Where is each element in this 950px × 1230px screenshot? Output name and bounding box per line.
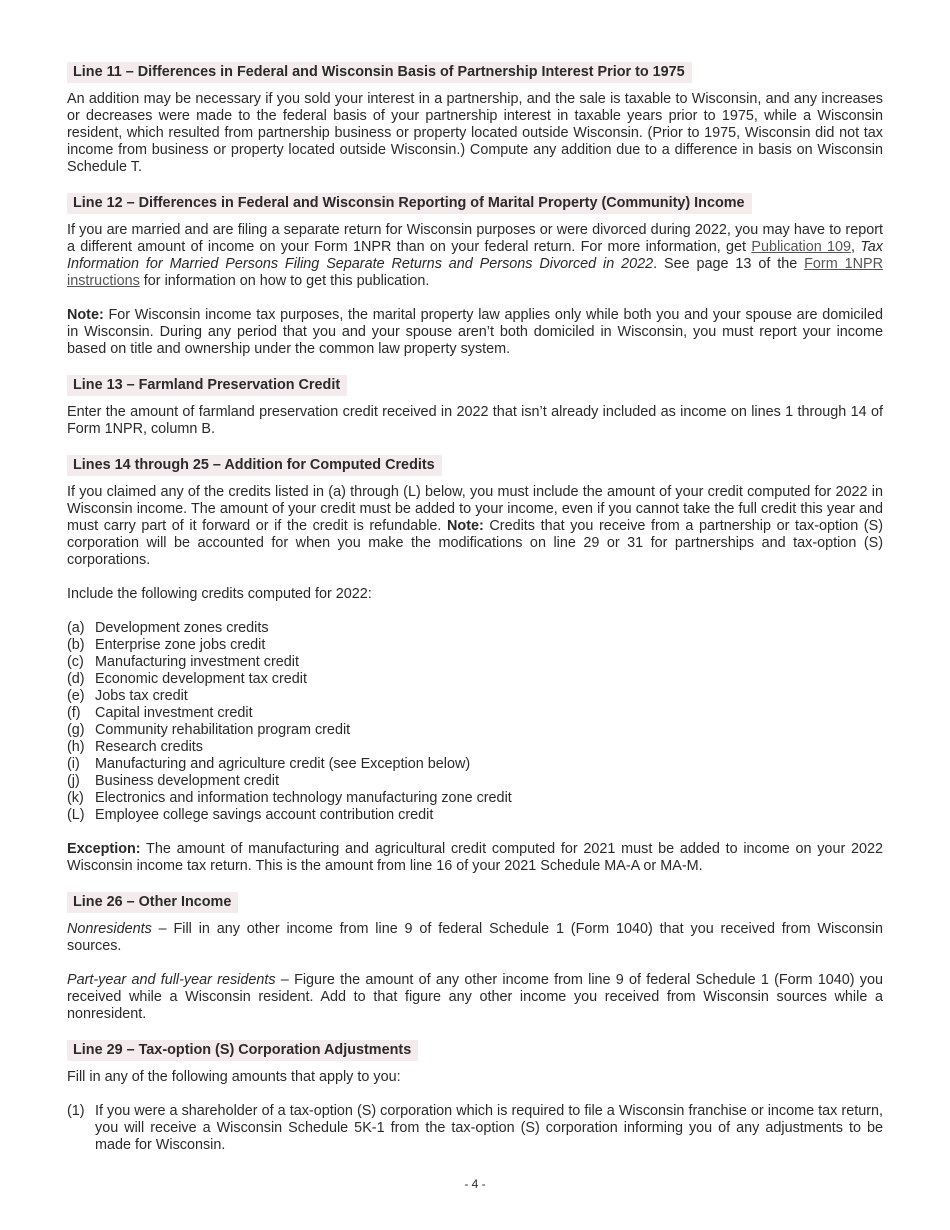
part-year-text: – Figure the amount of any other income from line 9 of federal Schedule 1 (Form 1040) you received while a Wisconsin resident. Add to that figure any other income you received from Wisconsin sources while a nonresident. <box>67 972 883 1022</box>
heading-line-12: Line 12 – Differences in Federal and Wisconsin Reporting of Marital Property (Community) Income <box>67 193 752 214</box>
lines-14-25-text <box>67 484 883 569</box>
heading-line-29: Line 29 – Tax-option (S) Corporation Adjustments <box>67 1040 418 1061</box>
lines-14-25-text-b: Credits that you receive from a partnership or tax-option (S) corporation will be accounted for when you make the modifications on line 29 or 31 for partnerships and tax-option (S) corporations. <box>67 518 883 568</box>
list-item-text: Employee college savings account contribution credit <box>95 807 434 823</box>
credits-list <box>67 620 883 824</box>
publication-109-link[interactable]: Publication 109 <box>751 239 852 255</box>
list-item-label: (b) <box>67 637 85 653</box>
part-year-paragraph <box>67 972 883 1023</box>
list-item-label: (e) <box>67 688 85 704</box>
nonresidents-label: Nonresidents <box>67 921 152 937</box>
line-12-text-b: , <box>851 239 861 255</box>
list-item <box>67 722 883 739</box>
list-item <box>67 739 883 756</box>
list-item <box>67 756 883 773</box>
lines-14-25-text-a: If you claimed any of the credits listed in (a) through (L) below, you must include the amount of your credit computed for 2022 in Wisconsin income. The amount of your credit must be added to your income, even if you cannot take the full credit this year and must carry part of it forward or if the credit is refundable. <box>67 484 883 534</box>
list-item-label: (j) <box>67 773 80 789</box>
list-item-label: (a) <box>67 620 85 636</box>
line-12-note <box>67 307 883 358</box>
note-label: Note: <box>67 307 104 323</box>
part-year-label: Part-year and full-year residents <box>67 972 276 988</box>
list-item-label: (h) <box>67 739 85 755</box>
list-item-label: (i) <box>67 756 80 772</box>
list-item-text: Electronics and information technology manufacturing zone credit <box>95 790 512 806</box>
line-12-text <box>67 222 883 290</box>
list-item-text: Jobs tax credit <box>95 688 188 704</box>
heading-line-26: Line 26 – Other Income <box>67 892 238 913</box>
line-29-intro: Fill in any of the following amounts that apply to you: <box>67 1069 401 1085</box>
list-item <box>67 773 883 790</box>
heading-line-11: Line 11 – Differences in Federal and Wisconsin Basis of Partnership Interest Prior to 1975 <box>67 62 692 83</box>
list-item-text: Economic development tax credit <box>95 671 307 687</box>
list-item-text: Enterprise zone jobs credit <box>95 637 266 653</box>
note-label: Note: <box>447 518 484 534</box>
list-item-text: Research credits <box>95 739 203 755</box>
line-11-text: An addition may be necessary if you sold your interest in a partnership, and the sale is taxable to Wisconsin, and any increases or decreases were made to the federal basis of your partnership interest in taxable years prior to 1975, while a Wisconsin resident, which resulted from partnership business or property located outside Wisconsin. (Prior to 1975, Wisconsin did not tax income from business or property located outside Wisconsin.) Compute any addition due to a difference in basis on Wisconsin Schedule T. <box>67 91 883 175</box>
heading-lines-14-25: Lines 14 through 25 – Addition for Computed Credits <box>67 455 442 476</box>
item-text: If you were a shareholder of a tax-option (S) corporation which is required to file a Wisconsin franchise or income tax return, you will receive a Wisconsin Schedule 5K-1 from the tax-option (S) corporation informing you of any adjustments to be made for Wisconsin. <box>95 1103 883 1153</box>
list-item <box>67 654 883 671</box>
line-12-text-a: If you are married and are filing a separate return for Wisconsin purposes or were divorced during 2022, you may have to report a different amount of income on your Form 1NPR than on your federal return. For more information, get <box>67 222 883 255</box>
list-item <box>67 671 883 688</box>
line-12-text-d: for information on how to get this publication. <box>139 273 430 289</box>
list-item-text: Manufacturing investment credit <box>95 654 299 670</box>
list-item-label: (L) <box>67 807 85 823</box>
list-item-text: Development zones credits <box>95 620 269 636</box>
list-item <box>67 637 883 654</box>
list-item-label: (g) <box>67 722 85 738</box>
list-item-label: (d) <box>67 671 85 687</box>
exception-text: The amount of manufacturing and agricultural credit computed for 2021 must be added to income on your 2022 Wisconsin income tax return. This is the amount from line 16 of your 2021 Schedule MA-A or MA-M. <box>67 841 883 874</box>
form-1npr-instructions-link[interactable]: Form 1NPR instructions <box>67 256 883 289</box>
document-body <box>67 62 883 1154</box>
nonresidents-text: – Fill in any other income from line 9 of federal Schedule 1 (Form 1040) that you received from Wisconsin sources. <box>67 921 883 954</box>
credits-intro: Include the following credits computed for 2022: <box>67 586 372 602</box>
publication-title: Tax Information for Married Persons Filing Separate Returns and Persons Divorced in 2022 <box>67 239 883 272</box>
line-29-item-1 <box>67 1103 883 1154</box>
list-item <box>67 705 883 722</box>
page-number: - 4 - <box>464 1177 486 1191</box>
list-item-text: Manufacturing and agriculture credit (see Exception below) <box>95 756 471 772</box>
list-item-label: (c) <box>67 654 84 670</box>
line-12-text-c: . See page 13 of the <box>653 256 805 272</box>
list-item-text: Capital investment credit <box>95 705 253 721</box>
list-item-text: Business development credit <box>95 773 279 789</box>
list-item <box>67 620 883 637</box>
list-item-label: (f) <box>67 705 81 721</box>
note-text: For Wisconsin income tax purposes, the marital property law applies only while both you and your spouse are domiciled in Wisconsin. During any period that you and your spouse aren’t both domiciled in Wisconsin, you must report your income based on title and ownership under the common law property system. <box>67 307 883 357</box>
heading-line-13: Line 13 – Farmland Preservation Credit <box>67 375 347 396</box>
list-item <box>67 807 883 824</box>
nonresidents-paragraph <box>67 921 883 955</box>
exception-label: Exception: <box>67 841 141 857</box>
list-item-text: Community rehabilitation program credit <box>95 722 351 738</box>
line-13-text: Enter the amount of farmland preservation credit received in 2022 that isn’t already included as income on lines 1 through 14 of Form 1NPR, column B. <box>67 404 883 437</box>
list-item <box>67 688 883 705</box>
list-item-label: (k) <box>67 790 84 806</box>
exception-paragraph <box>67 841 883 875</box>
list-item <box>67 790 883 807</box>
item-label: (1) <box>67 1103 85 1119</box>
